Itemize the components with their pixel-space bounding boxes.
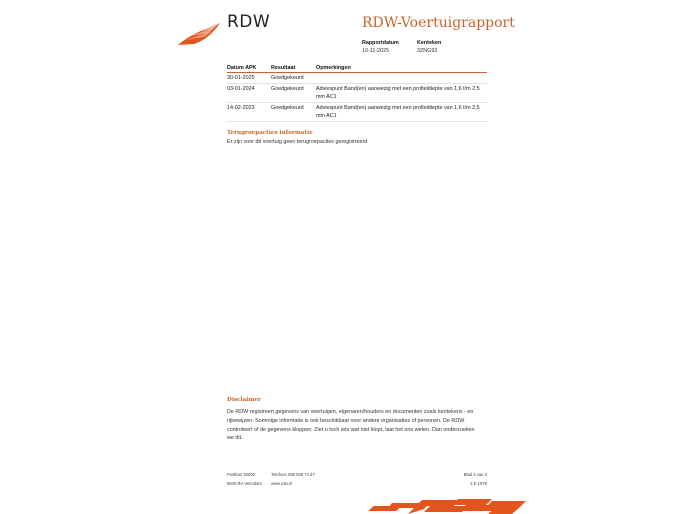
license-plate-value: 3ZNG92 (417, 47, 438, 54)
apk-table (227, 65, 487, 122)
footer-contact (271, 470, 315, 488)
cell-opmerking (316, 74, 487, 82)
recall-text: Er zijn voor dit voertuig geen terugroepacties geregistreerd (227, 139, 368, 145)
disclaimer-text: De RDW registreert gegevens van voertuigen, eigenaren/houders en documenten zoals kentekens - en rijbewijzen. Sommige informatie is ook beschikbaar voor andere organisaties of personen. De RDW controleert of de gegevens kloppen. Ziet u toch iets wat niet klopt, laat het ons weten. Dan onderzoeken we dit. (227, 409, 475, 442)
table-row (227, 84, 487, 103)
license-plate-label: Kenteken (417, 40, 442, 46)
license-plate-block (417, 40, 441, 55)
cell-resultaat: Goedgekeurd (271, 75, 304, 81)
footer-address (227, 470, 262, 488)
report-date-value: 10-11-2025 (362, 47, 390, 54)
apk-table-header (227, 65, 487, 73)
cell-resultaat: Goedgekeurd (271, 86, 304, 92)
footer-page-info (440, 470, 487, 488)
header-resultaat: Resultaat (271, 65, 296, 71)
rdw-logo-icon (176, 20, 222, 48)
footer-code: 2 E 1979 (470, 481, 487, 486)
cell-datum: 14-02-2023 (227, 105, 255, 111)
report-date-block (362, 40, 399, 55)
footer-phone: Telefoon 088 008 74 47 (271, 472, 315, 477)
cell-resultaat: Goedgekeurd (271, 105, 304, 111)
footer-page-number: Blad 3 van 3 (463, 472, 487, 477)
table-row (227, 73, 487, 84)
header-opmerkingen: Opmerkingen (316, 65, 351, 71)
footer-website[interactable]: www.rdw.nl (271, 481, 292, 486)
document-title: RDW-Voertuigrapport (362, 15, 515, 31)
cell-opmerking: Adviespunt Band(en) aanwezig met een profieldiepte van 1,6 t/m 2,5 mm AC1 (316, 105, 480, 119)
cell-datum: 30-01-2025 (227, 75, 255, 81)
cell-opmerking: Adviespunt Band(en) aanwezig met een profieldiepte van 1,6 t/m 2,5 mm AC1 (316, 86, 480, 100)
header-datum-apk: Datum APK (227, 65, 257, 71)
footer-city: 9640 RA Veendam (227, 481, 262, 486)
recall-title: Terugroepacties informatie (227, 130, 313, 136)
footer-postbus: Postbus 30000 (227, 472, 255, 477)
cell-datum: 03-01-2024 (227, 86, 255, 92)
report-date-label: Rapportdatum (362, 40, 399, 46)
brand-name: RDW (227, 12, 271, 32)
table-row (227, 103, 487, 122)
disclaimer-title: Disclaimer (227, 397, 261, 403)
decorative-stripes-icon (368, 497, 526, 514)
